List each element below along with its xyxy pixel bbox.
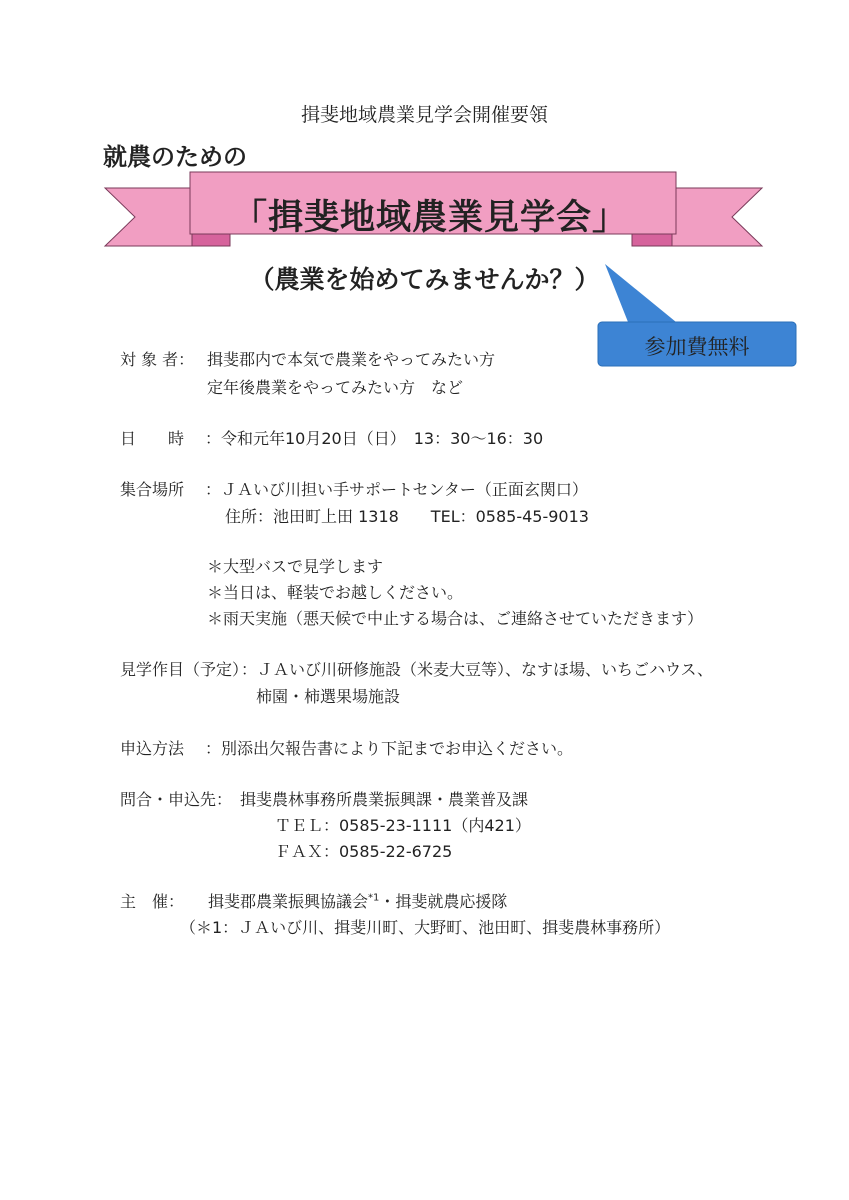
note-1: ＊大型バスで見学します bbox=[207, 557, 384, 576]
question-text: （農業を始めてみませんか？） bbox=[249, 265, 600, 294]
contact-tel: ＴＥＬ：0585-23-1111（内421） bbox=[275, 816, 531, 835]
contact-value: 揖斐農林事務所農業振興課・農業普及課 bbox=[240, 790, 529, 809]
visit-value-1: ：ＪＡいび川研修施設（米麦大豆等）、なすほ場、いちごハウス、 bbox=[241, 660, 714, 679]
note-3: ＊雨天実施（悪天候で中止する場合は、ご連絡させていただきます） bbox=[207, 609, 704, 628]
apply-label: 申込方法 bbox=[120, 739, 185, 758]
host-label: 主 催： bbox=[120, 892, 185, 911]
place-value: ：ＪＡいび川担い手サポートセンター（正面玄関口） bbox=[205, 480, 588, 499]
page-subtitle: 揖斐地域農業見学会開催要領 bbox=[300, 104, 548, 126]
banner-title: 「揖斐地域農業見学会」 bbox=[231, 198, 628, 238]
date-label: 日 時 bbox=[120, 429, 185, 448]
target-line-2: 定年後農業をやってみたい方 など bbox=[207, 378, 464, 397]
host-name-2: ・揖斐就農応援隊 bbox=[379, 892, 508, 911]
apply-value: ：別添出欠報告書により下記までお申込ください。 bbox=[205, 739, 574, 758]
free-badge: 参加費無料 bbox=[644, 335, 750, 359]
host-note: （＊1：ＪＡいび川、揖斐川町、大野町、池田町、揖斐農林事務所） bbox=[180, 918, 671, 937]
target-line-1: 揖斐郡内で本気で農業をやってみたい方 bbox=[207, 350, 496, 369]
contact-fax: ＦＡＸ：0585-22-6725 bbox=[275, 842, 453, 861]
host-name: 揖斐郡農業振興協議会 bbox=[208, 892, 369, 911]
contact-label: 問合・申込先： bbox=[120, 790, 233, 809]
host-footnote-mark: *1 bbox=[368, 892, 380, 904]
target-label: 対 象 者： bbox=[120, 350, 195, 369]
place-label: 集合場所 bbox=[120, 480, 185, 499]
visit-value-2: 柿園・柿選果場施設 bbox=[256, 687, 401, 706]
note-2: ＊当日は、軽装でお越しください。 bbox=[207, 583, 464, 602]
address: 住所：池田町上田 1318 TEL：0585-45-9013 bbox=[225, 507, 589, 526]
host-value bbox=[208, 889, 507, 912]
lead-text: 就農のための bbox=[103, 143, 247, 171]
visit-label: 見学作目（予定） bbox=[120, 660, 249, 679]
date-value: ：令和元年10月20日（日） 13：30～16：30 bbox=[205, 429, 544, 448]
